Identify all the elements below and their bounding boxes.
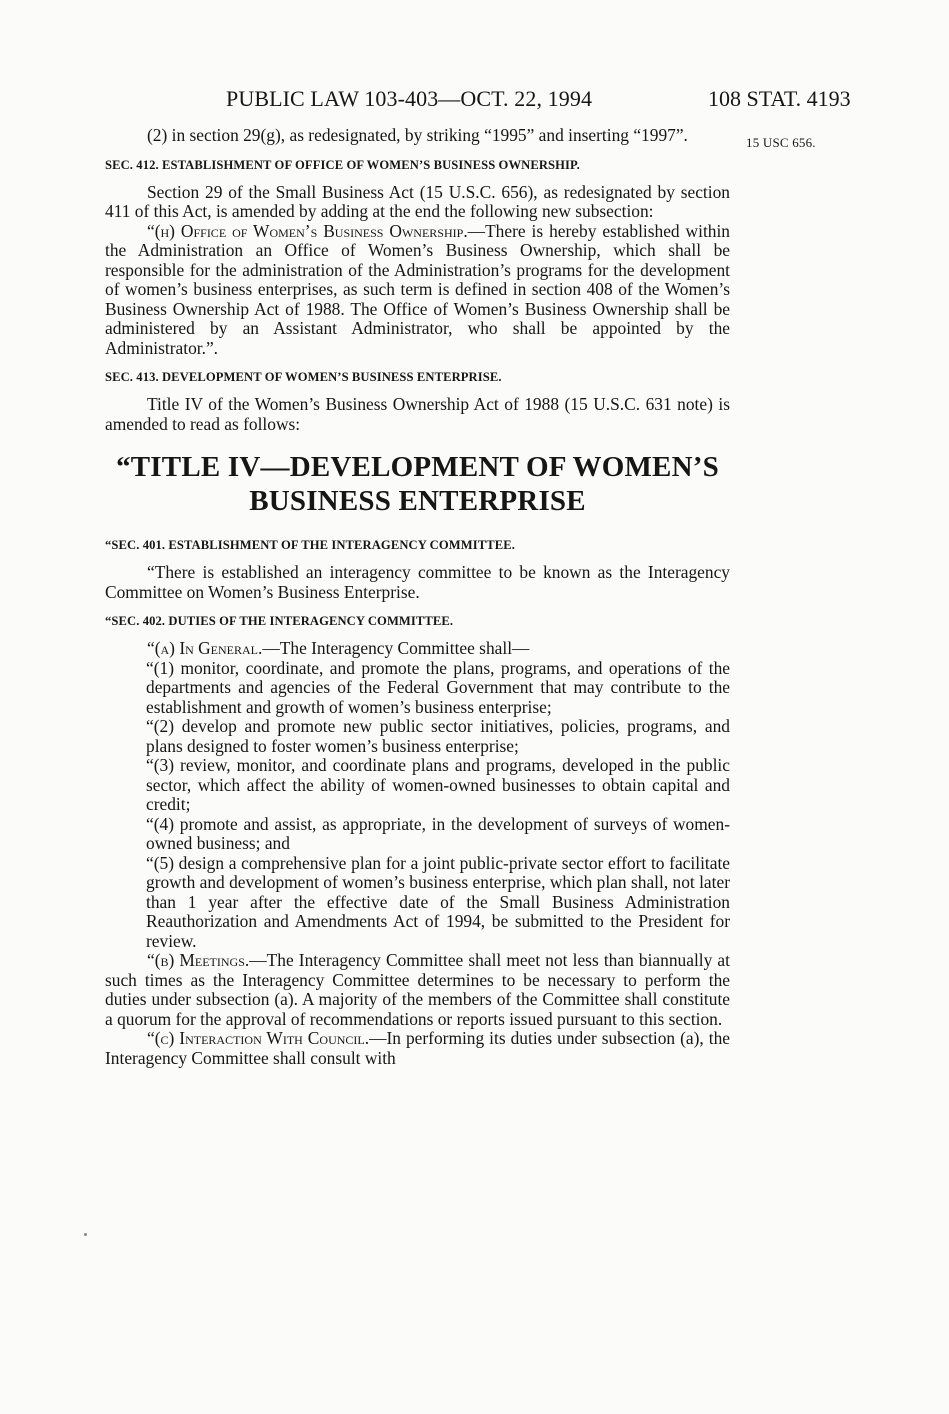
paragraph-a-1: “(1) monitor, coordinate, and promote the plans, programs, and operations of the departments and agencies of the Federal Government that may contribute to the establishment and growth of women’s business enterprise; xyxy=(146,657,730,717)
subsection-c-body: —In performing its duties under subsection (a), the Interagency Committee shall consult with xyxy=(105,1028,730,1068)
paragraph-a-4: “(4) promote and assist, as appropriate, in the development of surveys of women-owned business; and xyxy=(146,813,730,853)
subsection-a xyxy=(105,639,730,659)
subsection-c xyxy=(105,1029,730,1068)
statute-page-reference: 108 STAT. 4193 xyxy=(708,86,851,111)
subsection-c-heading: “(c) Interaction With Council. xyxy=(147,1028,370,1048)
running-head: PUBLIC LAW 103-403—OCT. 22, 1994 xyxy=(226,86,593,111)
section-412-heading: SEC. 412. ESTABLISHMENT OF OFFICE OF WOMEN’S BUSINESS OWNERSHIP. xyxy=(105,157,580,172)
section-402-heading: “SEC. 402. DUTIES OF THE INTERAGENCY COMMITTEE. xyxy=(105,614,454,628)
section-401-body: “There is established an interagency committee to be known as the Interagency Committee on Women’s Business Enterprise. xyxy=(105,562,730,602)
body-text xyxy=(105,126,730,1068)
scan-speck xyxy=(84,1233,87,1236)
margin-citation-note: 15 USC 656. xyxy=(746,135,816,150)
subsection-a-body: —The Interagency Committee shall— xyxy=(262,638,530,658)
paragraph-a-3: “(3) review, monitor, and coordinate plans and programs, developed in the public sector, which affect the ability of women-owned businesses to obtain capital and credit; xyxy=(146,755,730,814)
subsection-h-body: —There is hereby established within the Administration an Office of Women’s Business Ownership, which shall be responsible for the administration of the Administration’s programs for the development of women’s business enterprises, as such term is defined in section 408 of the Women’s Business Ownership Act of 1988. The Office of Women’s Business Ownership shall be administered by an Assistant Administrator, who shall be appointed by the Administrator.”. xyxy=(105,220,730,358)
paragraph-a-2: “(2) develop and promote new public sector initiatives, policies, programs, and plans designed to foster women’s business enterprise; xyxy=(146,716,730,756)
section-401-heading: “SEC. 401. ESTABLISHMENT OF THE INTERAGENCY COMMITTEE. xyxy=(105,538,515,552)
subsection-h xyxy=(105,222,730,359)
subsection-b xyxy=(105,951,730,1029)
title-iv-heading xyxy=(105,450,730,518)
subsection-h-heading: “(h) Office of Women’s Business Ownership. xyxy=(147,220,468,241)
title-line-2: BUSINESS ENTERPRISE xyxy=(249,485,586,517)
section-413-body: Title IV of the Women’s Business Ownership Act of 1988 (15 U.S.C. 631 note) is amended to read as follows: xyxy=(105,394,730,434)
page-header xyxy=(0,86,949,116)
section-412-body: Section 29 of the Small Business Act (15 U.S.C. 656), as redesignated by section 411 of this Act, is amended by adding at the end the following new subsection: xyxy=(105,181,730,221)
subsection-b-heading: “(b) Meetings. xyxy=(147,950,250,970)
title-line-1: “TITLE IV—DEVELOPMENT OF WOMEN’S xyxy=(116,451,719,483)
section-413-heading: SEC. 413. DEVELOPMENT OF WOMEN’S BUSINESS ENTERPRISE. xyxy=(105,370,502,384)
subsection-b-body: —The Interagency Committee shall meet not less than biannually at such times as the Interagency Committee determines to be necessary to perform the duties under subsection (a). A majority of the members of the Committee shall constitute a quorum for the approval of recommendations or reports issued pursuant to this section. xyxy=(105,950,730,1029)
subsection-a-heading: “(a) In General. xyxy=(147,638,263,658)
paragraph-a-5: “(5) design a comprehensive plan for a joint public-private sector effort to facilitate growth and development of women’s business enterprise, which plan shall, not later than 1 year after the effective date of the Small Business Administration Reauthorization and Amendments Act of 1994, be submitted to the President for review. xyxy=(146,852,730,951)
paragraph-amendment-2: (2) in section 29(g), as redesignated, by striking “1995” and inserting “1997”. xyxy=(147,125,688,145)
